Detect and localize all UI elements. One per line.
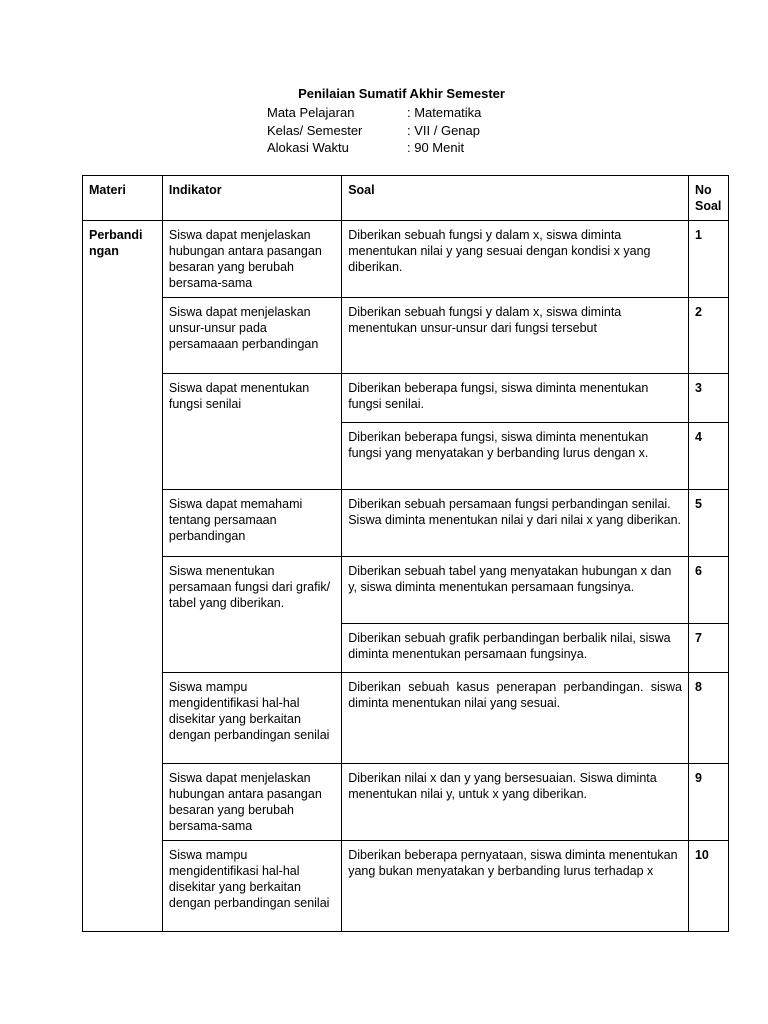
table-row [83, 673, 729, 764]
question-cell: Diberikan sebuah kasus penerapan perbandingan. siswa diminta menentukan nilai yang sesuai. [342, 673, 689, 764]
question-number: 2 [688, 298, 728, 374]
question-cell: Diberikan beberapa fungsi, siswa diminta menentukan fungsi yang menyatakan y berbanding lurus dengan x. [342, 423, 689, 490]
indicator-cell: Siswa dapat menjelaskan unsur-unsur pada persamaaan perbandingan [162, 298, 341, 374]
table-row [83, 374, 729, 423]
document-title: Penilaian Sumatif Akhir Semester [298, 86, 505, 101]
question-number: 8 [688, 673, 728, 764]
question-number: 10 [688, 841, 728, 932]
materi-cell: Perbandi ngan [83, 221, 163, 932]
question-cell: Diberikan sebuah grafik perbandingan berbalik nilai, siswa diminta menentukan persamaan fungsinya. [342, 624, 689, 673]
question-number: 5 [688, 490, 728, 557]
meta-row-time [267, 139, 481, 157]
question-number: 4 [688, 423, 728, 490]
table-row [83, 298, 729, 374]
question-number: 6 [688, 557, 728, 624]
meta-value: : VII / Genap [407, 122, 480, 138]
question-cell: Diberikan nilai x dan y yang bersesuaian. Siswa diminta menentukan nilai y, untuk x yang diberikan. [342, 764, 689, 841]
question-cell: Diberikan beberapa fungsi, siswa diminta menentukan fungsi senilai. [342, 374, 689, 423]
meta-label: Kelas/ Semester [267, 122, 363, 138]
indicator-cell: Siswa menentukan persamaan fungsi dari grafik/ tabel yang diberikan. [162, 557, 341, 673]
indicator-cell: Siswa dapat menentukan fungsi senilai [162, 374, 341, 490]
indicator-cell: Siswa dapat menjelaskan hubungan antara pasangan besaran yang berubah bersama-sama [162, 764, 341, 841]
indicator-cell: Siswa dapat memahami tentang persamaan perbandingan [162, 490, 341, 557]
question-number: 7 [688, 624, 728, 673]
indicator-cell: Siswa mampu mengidentifikasi hal-hal disekitar yang berkaitan dengan perbandingan senilai [162, 841, 341, 932]
question-cell: Diberikan sebuah fungsi y dalam x, siswa diminta menentukan unsur-unsur dari fungsi tersebut [342, 298, 689, 374]
assessment-table [82, 175, 729, 932]
question-number: 9 [688, 764, 728, 841]
header-no-soal: No Soal [688, 176, 728, 221]
meta-value: : 90 Menit [407, 140, 465, 155]
meta-row-class [267, 122, 481, 140]
meta-label: Alokasi Waktu [267, 140, 349, 155]
meta-row-subject [267, 104, 481, 122]
header-materi: Materi [83, 176, 163, 221]
question-number: 3 [688, 374, 728, 423]
meta-label: Mata Pelajaran [267, 105, 355, 120]
question-cell: Diberikan sebuah fungsi y dalam x, siswa diminta menentukan nilai y yang sesuai dengan kondisi x yang diberikan. [342, 221, 689, 298]
question-cell: Diberikan sebuah persamaan fungsi perbandingan senilai. Siswa diminta menentukan nilai y dari nilai x yang diberikan. [342, 490, 689, 557]
header-indikator: Indikator [162, 176, 341, 221]
meta-block [267, 104, 481, 157]
question-cell: Diberikan beberapa pernyataan, siswa diminta menentukan yang bukan menyatakan y berbanding lurus terhadap x [342, 841, 689, 932]
meta-value: : Matematika [407, 105, 482, 120]
table-header-row [83, 176, 729, 221]
table-row [83, 764, 729, 841]
table-row [83, 557, 729, 624]
indicator-cell: Siswa dapat menjelaskan hubungan antara pasangan besaran yang berubah bersama-sama [162, 221, 341, 298]
question-cell: Diberikan sebuah tabel yang menyatakan hubungan x dan y, siswa diminta menentukan persamaan fungsinya. [342, 557, 689, 624]
table-row [83, 221, 729, 298]
document-header [0, 86, 768, 101]
indicator-cell: Siswa mampu mengidentifikasi hal-hal disekitar yang berkaitan dengan perbandingan senilai [162, 673, 341, 764]
question-number: 1 [688, 221, 728, 298]
table-row [83, 490, 729, 557]
table-row [83, 841, 729, 932]
header-soal: Soal [342, 176, 689, 221]
